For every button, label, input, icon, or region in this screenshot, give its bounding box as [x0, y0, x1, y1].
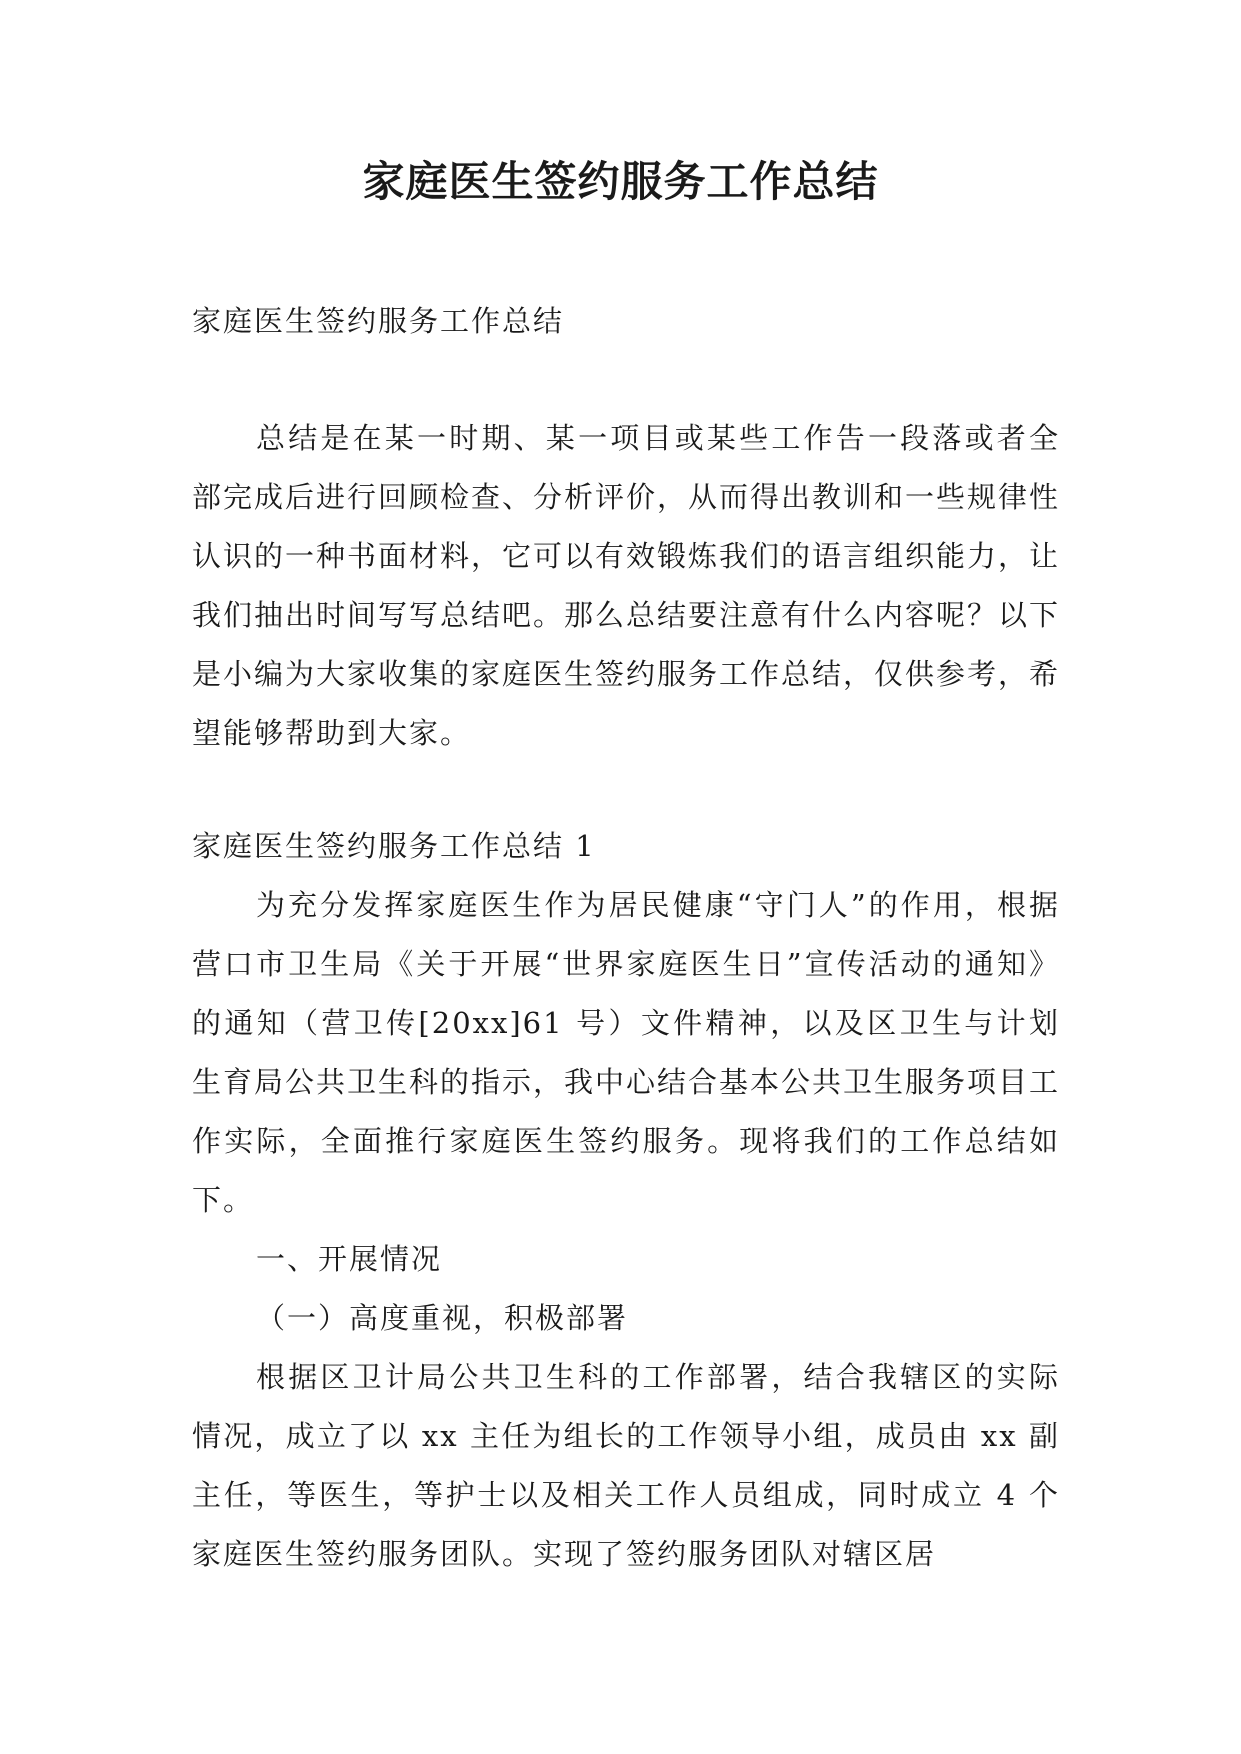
- document-subtitle: 家庭医生签约服务工作总结: [192, 304, 565, 338]
- paragraph-spacer: [192, 763, 1060, 817]
- paragraph-spacer: [192, 351, 1060, 409]
- section-heading: 家庭医生签约服务工作总结 1: [192, 829, 596, 863]
- document-body: [192, 292, 1060, 1584]
- body-paragraph: 为充分发挥家庭医生作为居民健康“守门人”的作用，根据营口市卫生局《关于开展“世界家庭医生日”宣传活动的通知》的通知（营卫传[20xx]61 号）文件精神，以及区卫生与计划生育局公共卫生科的指示，我中心结合基本公共卫生服务项目工作实际，全面推行家庭医生签约服务。现将我们的工作总结如下。: [192, 888, 1061, 1217]
- body-paragraph: 根据区卫计局公共卫生科的工作部署，结合我辖区的实际情况，成立了以 xx 主任为组长的工作领导小组，成员由 xx 副主任，等医生，等护士以及相关工作人员组成，同时成立 4 个家庭医生签约服务团队。实现了签约服务团队对辖区居: [192, 1360, 1060, 1571]
- intro-paragraph: 总结是在某一时期、某一项目或某些工作告一段落或者全部完成后进行回顾检查、分析评价，从而得出教训和一些规律性认识的一种书面材料，它可以有效锻炼我们的语言组织能力，让我们抽出时间写写总结吧。那么总结要注意有什么内容呢？以下是小编为大家收集的家庭医生签约服务工作总结，仅供参考，希望能够帮助到大家。: [192, 421, 1061, 750]
- subsection-heading: 一、开展情况: [256, 1242, 443, 1276]
- subsection-heading: （一）高度重视，积极部署: [256, 1301, 629, 1335]
- document-title: 家庭医生签约服务工作总结: [362, 157, 879, 206]
